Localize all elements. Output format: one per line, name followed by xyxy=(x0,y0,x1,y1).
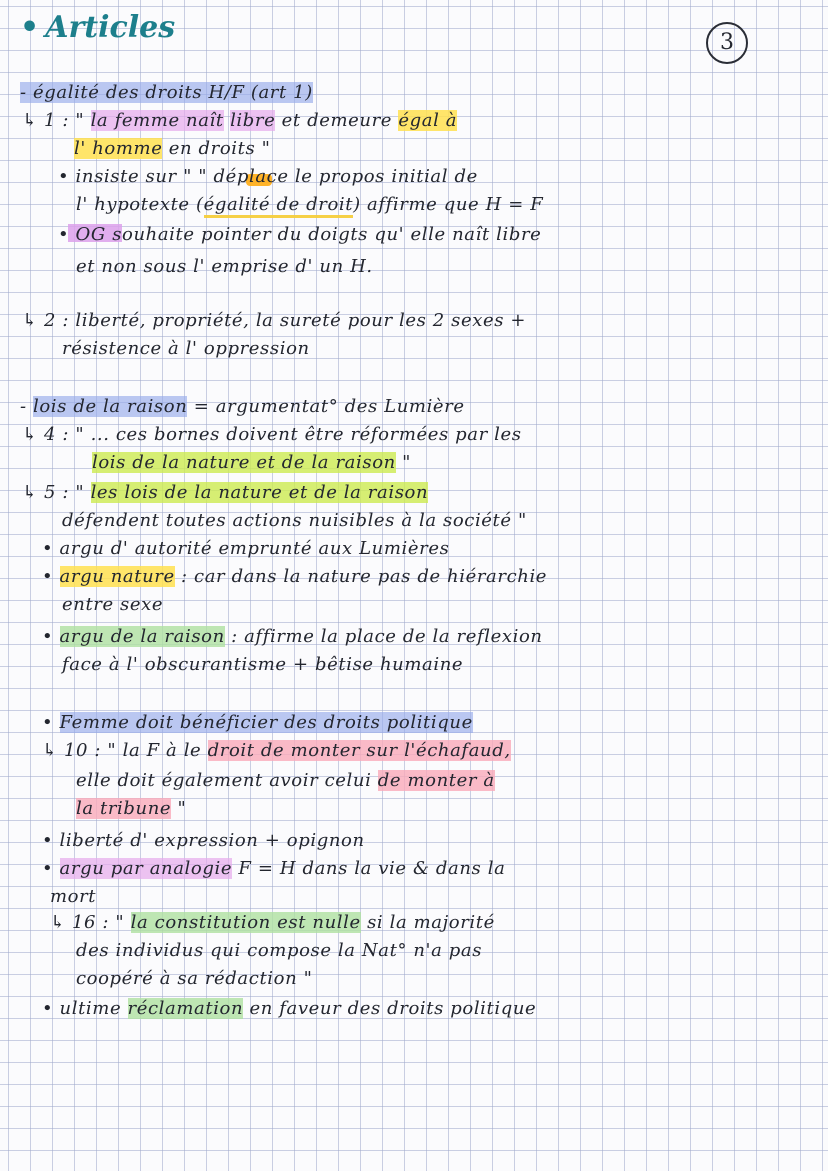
s3-l9-b: : affirme la place de la reflexion xyxy=(224,626,543,647)
s3-line6: • argu d' autorité emprunté aux Lumières xyxy=(42,538,450,559)
s4-line11 xyxy=(42,998,536,1019)
s1-l1-mid: et demeure xyxy=(275,110,399,131)
s4-line5: • liberté d' expression + opignon xyxy=(42,830,365,851)
s4-l8-c: si la majorité xyxy=(360,912,495,933)
s1-line5: • OG souhaite pointer du doigts qu' elle naît libre xyxy=(58,224,542,245)
title-text: Articles xyxy=(45,10,176,45)
s1-l1-quote-b: libre xyxy=(230,110,276,131)
s4-line1: • Femme doit bénéficier des droits politique xyxy=(42,712,473,733)
s1-line2 xyxy=(74,138,271,159)
s1-l2-quote: l' homme xyxy=(74,138,163,159)
title-bullet: • xyxy=(20,10,40,45)
s4-l11-c: en faveur des droits politique xyxy=(243,998,537,1019)
s1-heading xyxy=(20,82,313,103)
s3-line8: entre sexe xyxy=(62,594,164,615)
s4-l3-b: de monter à xyxy=(377,770,495,791)
s3-line10: face à l' obscurantisme + bêtise humaine xyxy=(62,654,464,675)
s3-line7: • argu nature : car dans la nature pas de hiérarchie xyxy=(42,566,548,587)
s4-line10: coopéré à sa rédaction " xyxy=(76,968,313,989)
s1-l4-b: égalité de droit xyxy=(204,194,353,218)
s4-l8-b: la constitution est nulle xyxy=(130,912,361,933)
s4-l6-a: argu par analogie xyxy=(59,858,233,879)
s1-l4-c: ) affirme que H = F xyxy=(353,194,544,215)
s4-line6: • argu par analogie F = H dans la vie & dans la xyxy=(42,858,506,879)
s3-l7-b: : car dans la nature pas de hiérarchie xyxy=(174,566,548,587)
s3-l9-a: argu de la raison xyxy=(59,626,225,647)
s4-l11-a: • ultime xyxy=(42,998,128,1019)
s4-l1: Femme doit bénéficier des droits politique xyxy=(59,712,473,733)
s3-l3-b: " xyxy=(395,452,412,473)
s3-l1-a: lois de la raison xyxy=(33,396,188,417)
s3-line5: défendent toutes actions nuisibles à la société " xyxy=(62,510,527,531)
page-number-circle: 3 xyxy=(706,22,748,64)
s4-l8-a: ↳ 16 : " xyxy=(50,912,131,933)
s3-l1-b: = argumentat° des Lumière xyxy=(187,396,465,417)
s3-l7-a: argu nature xyxy=(59,566,175,587)
s3-l3-a: lois de la nature et de la raison xyxy=(92,452,396,473)
s4-l11-b: réclamation xyxy=(127,998,244,1019)
s4-l6-b: F = H dans la vie & dans la xyxy=(232,858,506,879)
s4-line4 xyxy=(76,798,186,819)
s3-line4 xyxy=(22,482,428,503)
s3-line2: ↳ 4 : " ... ces bornes doivent être réformées par les xyxy=(22,424,522,445)
s1-line6: et non sous l' emprise d' un H. xyxy=(76,256,373,277)
s4-line7: mort xyxy=(50,886,97,907)
s3-l4-a: ↳ 5 : " xyxy=(22,482,91,503)
s4-l4-a: la tribune xyxy=(76,798,172,819)
s2-line2: résistence à l' oppression xyxy=(62,338,310,359)
s1-heading-text: - égalité des droits H/F (art 1) xyxy=(20,82,313,103)
s2-line1: ↳ 2 : liberté, propriété, la sureté pour les 2 sexes + xyxy=(22,310,527,331)
s4-l3-a: elle doit également avoir celui xyxy=(76,770,378,791)
s1-line1 xyxy=(22,110,457,131)
s3-l4-b: les lois de la nature et de la raison xyxy=(90,482,429,503)
s1-l4-a: l' hypotexte ( xyxy=(76,194,204,215)
s4-line3 xyxy=(76,770,495,791)
s4-l2-a: ↳ 10 : " la F à le xyxy=(42,740,208,761)
s1-l1-quote-c: égal à xyxy=(398,110,458,131)
s4-l4-b: " xyxy=(171,798,187,819)
s4-line8 xyxy=(50,912,495,933)
s3-line3 xyxy=(92,452,411,473)
s1-l1-prefix: ↳ 1 : " xyxy=(22,110,85,131)
s1-line3: • insiste sur " " déplace le propos initial de xyxy=(58,166,478,187)
s1-l1-quote-a: la femme naît xyxy=(90,110,224,131)
s1-l2-rest: en droits " xyxy=(162,138,271,159)
s1-line4 xyxy=(76,194,543,215)
page-title xyxy=(20,10,175,45)
s4-l2-b: droit de monter sur l'échafaud, xyxy=(207,740,511,761)
s4-line2 xyxy=(42,740,511,761)
s3-line1: - lois de la raison = argumentat° des Lumière xyxy=(20,396,465,417)
s3-line9: • argu de la raison : affirme la place de la reflexion xyxy=(42,626,543,647)
s4-line9: des individus qui compose la Nat° n'a pas xyxy=(76,940,483,961)
